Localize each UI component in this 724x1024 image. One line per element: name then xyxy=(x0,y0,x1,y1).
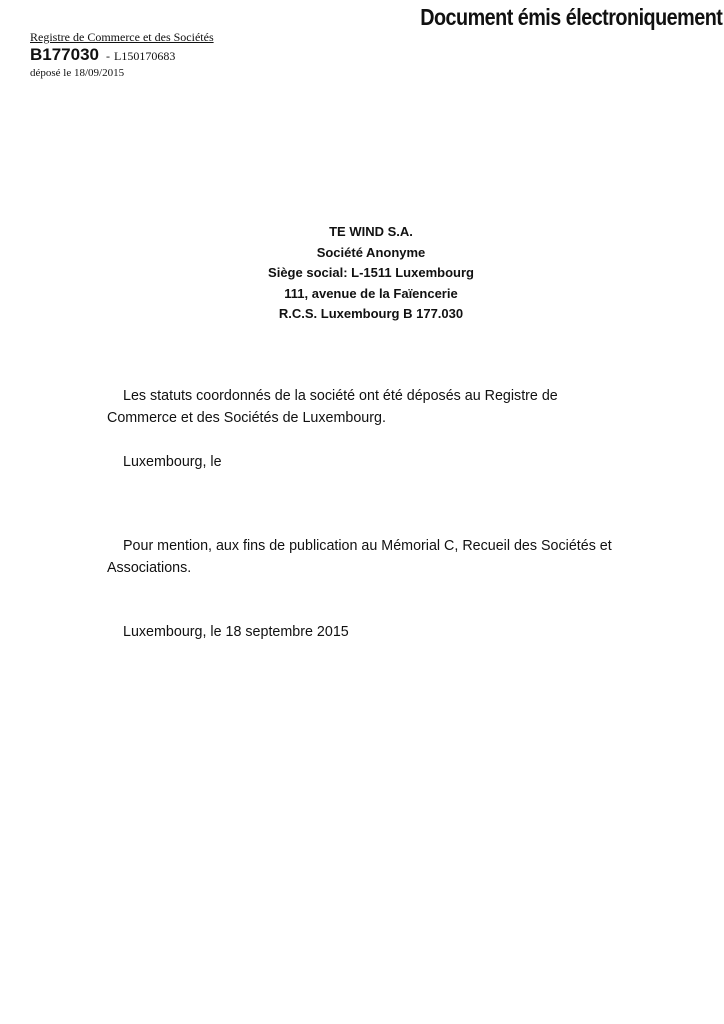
place-date-signed-text: Luxembourg, le 18 septembre 2015 xyxy=(123,624,349,640)
company-registered-office: Siège social: L-1511 Luxembourg xyxy=(268,265,474,280)
company-name: TE WIND S.A. xyxy=(329,224,413,239)
company-address: 111, avenue de la Faïencerie xyxy=(284,285,458,301)
publication-mention-line-2: Associations. xyxy=(107,560,192,576)
publication-mention xyxy=(107,535,627,579)
place-date-blank xyxy=(107,451,627,473)
registry-block xyxy=(30,30,214,80)
deposit-statement-line-1: Les statuts coordonnés de la société ont été déposés au Registre de xyxy=(123,388,558,404)
place-date-signed xyxy=(107,621,627,643)
deposit-statement xyxy=(107,385,627,429)
electronic-document-stamp: Document émis électroniquement xyxy=(419,4,722,30)
registry-reference: L150170683 xyxy=(114,49,176,63)
company-header xyxy=(0,222,724,325)
registry-separator: - xyxy=(106,49,111,63)
registry-number-line xyxy=(30,45,214,66)
company-legal-form: Société Anonyme xyxy=(316,244,426,260)
deposit-statement-line-2: Commerce et des Sociétés de Luxembourg. xyxy=(107,410,386,426)
place-date-blank-text: Luxembourg, le xyxy=(123,454,222,470)
registry-name: Registre de Commerce et des Sociétés xyxy=(30,30,214,44)
publication-mention-line-1: Pour mention, aux fins de publication au Mémorial C, Recueil des Sociétés et xyxy=(123,538,612,554)
company-rcs-number: R.C.S. Luxembourg B 177.030 xyxy=(278,306,464,321)
deposit-date: déposé le 18/09/2015 xyxy=(30,67,125,79)
registry-number: B177030 xyxy=(30,45,100,64)
